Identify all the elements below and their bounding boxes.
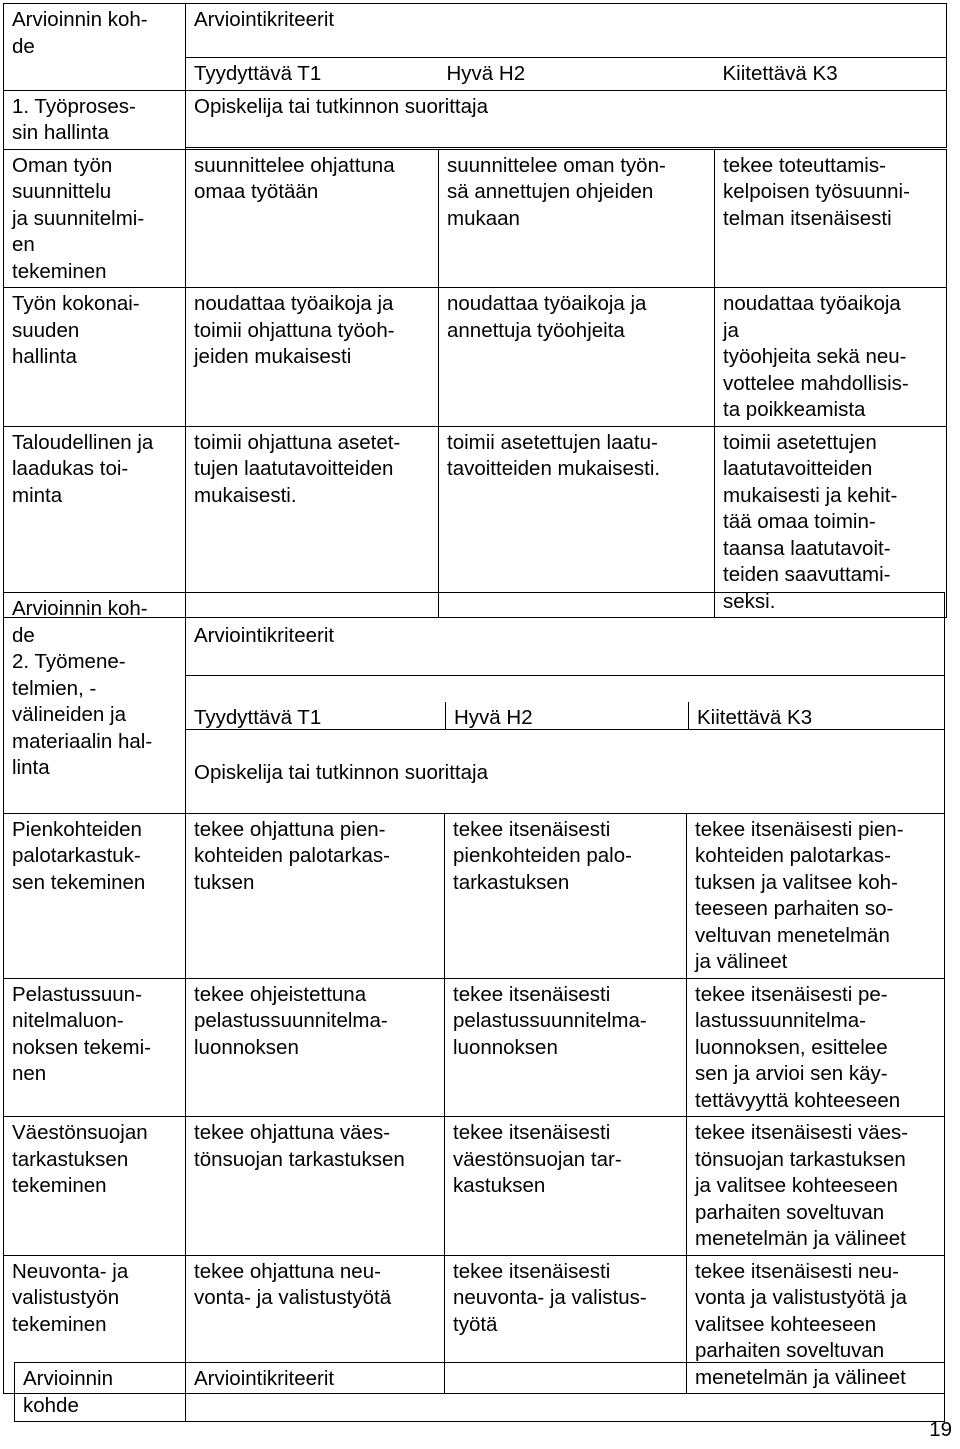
row-label: Oman työn suunnittelu ja suunnitelmi- en tekeminen — [4, 149, 186, 288]
cell-k3: noudattaa työaikoja ja työohjeita sekä neu- vottelee mahdollisis- ta poikkeamista — [715, 288, 947, 427]
level-h2: Hyvä H2 — [446, 702, 689, 729]
row-label: Työn kokonai- suuden hallinta — [4, 288, 186, 427]
cell-k3: tekee itsenäisesti pe- lastussuunnitelma- luonnoksen, esittelee sen ja arvioi sen käy- tettävyyttä kohteeseen — [687, 978, 945, 1117]
cell-h2: noudattaa työaikoja ja annettuja työohjeita — [439, 288, 715, 427]
criteria-table-3 — [14, 1362, 945, 1422]
header-kohde: Arvioinnin kohde — [15, 1363, 186, 1422]
criteria-table-2 — [3, 592, 945, 1394]
cell-k3: tekee itsenäisesti pien- kohteiden palotarkas- tuksen ja valitsee koh- teeseen parhaiten so- veltuvan menetelmän ja välineet — [687, 813, 945, 978]
criteria-table-1 — [3, 3, 947, 618]
level-k3: Kiitettävä K3 — [697, 706, 813, 729]
subject-label: Opiskelija tai tutkinnon suorittaja — [194, 760, 488, 784]
row-label: Pienkohteiden palotarkastuk- sen tekeminen — [4, 813, 186, 978]
header-kriteerit: Arviointikriteerit — [186, 4, 947, 58]
cell-h2: tekee itsenäisesti pelastussuunnitelma- luonnoksen — [445, 978, 687, 1117]
cell-t1: tekee ohjeistettuna pelastussuunnitelma- luonnoksen — [186, 978, 445, 1117]
level-h2: Hyvä H2 — [446, 62, 526, 85]
row-label: Neuvonta- ja valistustyön tekeminen — [4, 1255, 186, 1394]
level-t1: Tyydyttävä T1 — [186, 702, 446, 729]
cell-h2: suunnittelee oman työn- sä annettujen ohjeiden mukaan — [439, 149, 715, 288]
cell-k3: tekee itsenäisesti neu- vonta ja valistustyötä ja valitsee kohteeseen parhaiten soveltuvan menetelmän ja välineet — [687, 1255, 945, 1394]
level-k3: Kiitettävä K3 — [715, 58, 947, 91]
row-label: Pelastussuun- nitelmaluon- noksen tekemi- nen — [4, 978, 186, 1117]
cell-t1: tekee ohjattuna väes- tönsuojan tarkastuksen — [186, 1117, 445, 1256]
cell-h2: tekee itsenäisesti pienkohteiden palo- tarkastuksen — [445, 813, 687, 978]
page-number: 19 — [929, 1418, 952, 1441]
header-block — [186, 593, 945, 814]
cell-t1: tekee ohjattuna pien- kohteiden palotarkas- tuksen — [186, 813, 445, 978]
cell-k3: toimii asetettujen laatutavoitteiden mukaisesti ja kehit- tää omaa toimin- taansa laatutavoit- teiden saavuttami- seksi. — [715, 426, 947, 618]
cell-h2: toimii asetettujen laatu- tavoitteiden mukaisesti. — [439, 426, 715, 618]
cell-t1: tekee ohjattuna neu- vonta- ja valistustyötä — [186, 1255, 445, 1394]
section-label: 1. Työproses- sin hallinta — [4, 90, 186, 149]
cell-k3: tekee itsenäisesti väes- tönsuojan tarkastuksen ja valitsee kohteeseen parhaiten soveltuvan menetelmän ja välineet — [687, 1117, 945, 1256]
row-label: Väestönsuojan tarkastuksen tekeminen — [4, 1117, 186, 1256]
header-kohde: Arvioinnin koh- de 2. Työmene- telmien, - välineiden ja materiaalin hal- linta — [4, 593, 186, 814]
cell-h2: tekee itsenäisesti väestönsuojan tar- kastuksen — [445, 1117, 687, 1256]
subject-label: Opiskelija tai tutkinnon suorittaja — [186, 90, 947, 147]
row-label: Taloudellinen ja laadukas toi- minta — [4, 426, 186, 618]
cell-t1: noudattaa työaikoja ja toimii ohjattuna työoh- jeiden mukaisesti — [186, 288, 439, 427]
cell-t1: suunnittelee ohjattuna omaa työtään — [186, 149, 439, 288]
cell-t1: toimii ohjattuna asetet- tujen laatutavoitteiden mukaisesti. — [186, 426, 439, 618]
header-kriteerit: Arviointikriteerit — [186, 1363, 945, 1422]
cell-k3: tekee toteuttamis- kelpoisen työsuunni- telman itsenäisesti — [715, 149, 947, 288]
header-kriteerit: Arviointikriteerit — [186, 620, 944, 676]
header-kohde: Arvioinnin koh- de — [4, 4, 186, 91]
level-t1: Tyydyttävä T1 — [186, 58, 439, 91]
cell-h2: tekee itsenäisesti neuvonta- ja valistus- työtä — [445, 1255, 687, 1394]
